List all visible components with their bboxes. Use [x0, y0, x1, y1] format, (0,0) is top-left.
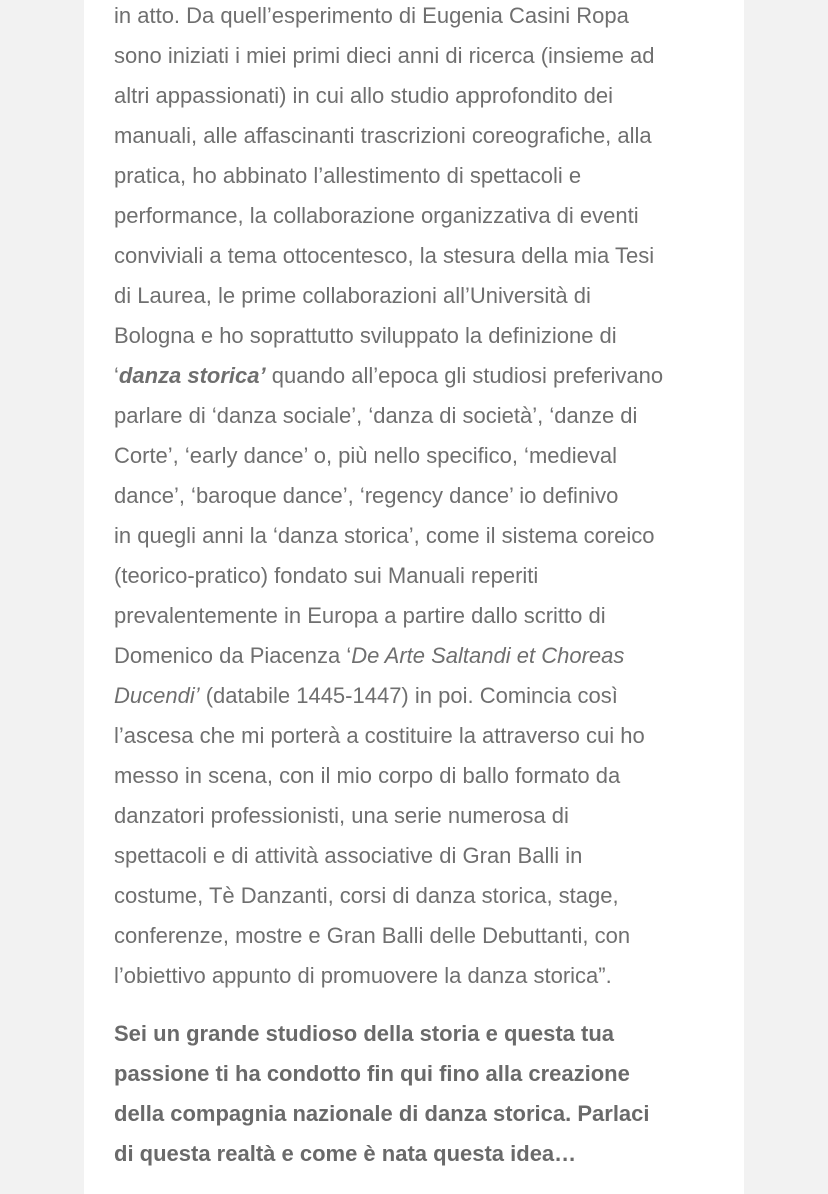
paragraph-line: l’ascesa che mi porterà a costituire la attraverso cui ho — [114, 723, 645, 748]
answer-paragraph — [114, 0, 724, 996]
line-text: Domenico da Piacenza ‘ — [114, 643, 352, 668]
page-background — [84, 0, 744, 1194]
question-line: di questa realtà e come è nata questa idea… — [114, 1141, 577, 1166]
paragraph-line: parlare di ‘danza sociale’, ‘danza di società’, ‘danze di — [114, 403, 638, 428]
line-text: quando all’epoca gli studiosi preferivano — [265, 363, 664, 388]
paragraph-line: Bologna e ho soprattutto sviluppato la definizione di — [114, 323, 617, 348]
paragraph-line-emphasis — [114, 356, 724, 396]
paragraph-line: spettacoli e di attività associative di Gran Balli in — [114, 843, 583, 868]
paragraph-line: (teorico-pratico) fondato sui Manuali reperiti — [114, 563, 539, 588]
question-line: Sei un grande studioso della storia e questa tua — [114, 1021, 614, 1046]
paragraph-line: dance’, ‘baroque dance’, ‘regency dance’ io definivo — [114, 483, 619, 508]
line-text: (databile 1445-1447) in poi. Comincia così — [199, 683, 618, 708]
paragraph-line: sono iniziati i miei primi dieci anni di ricerca (insieme ad — [114, 43, 655, 68]
paragraph-line: di Laurea, le prime collaborazioni all’Università di — [114, 283, 591, 308]
paragraph-line: prevalentemente in Europa a partire dallo scritto di — [114, 603, 606, 628]
paragraph-line: danzatori professionisti, una serie numerosa di — [114, 803, 569, 828]
term-danza-storica: danza storica’ — [118, 363, 266, 388]
paragraph-line: messo in scena, con il mio corpo di ballo formato da — [114, 763, 621, 788]
paragraph-line: l’obiettivo appunto di promuovere la danza storica”. — [114, 963, 612, 988]
paragraph-line: Corte’, ‘early dance’ o, più nello specifico, ‘medieval — [114, 443, 617, 468]
article-body — [114, 0, 724, 1174]
book-title: De Arte Saltandi et Choreas — [351, 643, 625, 668]
paragraph-line-title — [114, 636, 724, 676]
paragraph-line: pratica, ho abbinato l’allestimento di spettacoli e — [114, 163, 582, 188]
question-line: della compagnia nazionale di danza storica. Parlaci — [114, 1101, 650, 1126]
paragraph-line: conferenze, mostre e Gran Balli delle Debuttanti, con — [114, 923, 631, 948]
book-title: Ducendi’ — [114, 683, 200, 708]
paragraph-line-title — [114, 676, 724, 716]
paragraph-line: in quegli anni la ‘danza storica’, come il sistema coreico — [114, 523, 655, 548]
paragraph-line: performance, la collaborazione organizzativa di eventi — [114, 203, 639, 228]
paragraph-line: in atto. Da quell’esperimento di Eugenia Casini Ropa — [114, 3, 629, 28]
paragraph-line: altri appassionati) in cui allo studio approfondito dei — [114, 83, 613, 108]
paragraph-line: conviviali a tema ottocentesco, la stesura della mia Tesi — [114, 243, 655, 268]
quote-mark: ‘ — [114, 363, 119, 388]
question-line: passione ti ha condotto fin qui fino alla creazione — [114, 1061, 630, 1086]
interview-question — [114, 1014, 724, 1174]
paragraph-line: manuali, alle affascinanti trascrizioni coreografiche, alla — [114, 123, 652, 148]
paragraph-line: costume, Tè Danzanti, corsi di danza storica, stage, — [114, 883, 619, 908]
